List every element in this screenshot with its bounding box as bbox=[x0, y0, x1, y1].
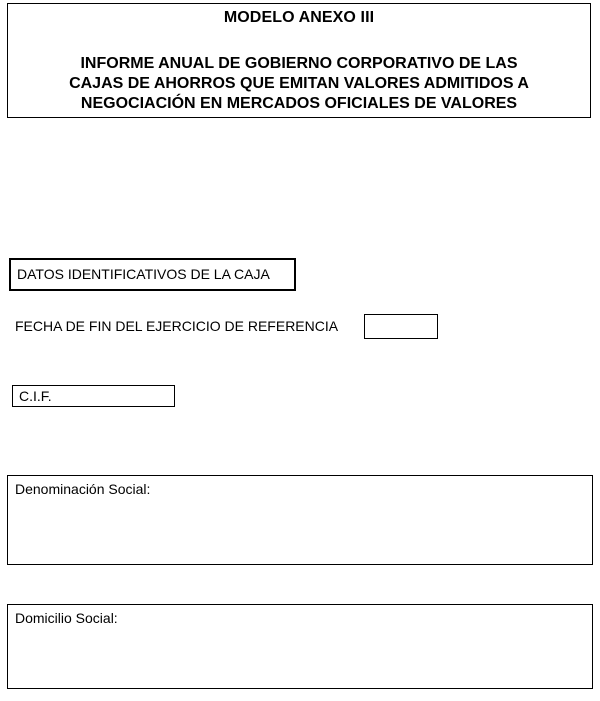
denominacion-social-label: Denominación Social: bbox=[15, 481, 151, 497]
denominacion-social-field[interactable] bbox=[7, 475, 593, 565]
domicilio-social-label: Domicilio Social: bbox=[15, 610, 118, 626]
fecha-fin-ejercicio-field[interactable] bbox=[364, 314, 438, 339]
header-box bbox=[7, 3, 591, 118]
cif-field[interactable] bbox=[12, 385, 175, 407]
subtitle-line: NEGOCIACIÓN EN MERCADOS OFICIALES DE VALORES bbox=[80, 95, 518, 112]
cif-label: C.I.F. bbox=[19, 388, 52, 404]
fecha-fin-ejercicio-label: FECHA DE FIN DEL EJERCICIO DE REFERENCIA bbox=[15, 318, 339, 334]
domicilio-social-field[interactable] bbox=[7, 604, 593, 689]
subtitle-line: CAJAS DE AHORROS QUE EMITAN VALORES ADMITIDOS A bbox=[69, 75, 529, 92]
subtitle-line: INFORME ANUAL DE GOBIERNO CORPORATIVO DE LAS bbox=[80, 55, 518, 72]
section-heading-datos-identificativos: DATOS IDENTIFICATIVOS DE LA CAJA bbox=[9, 258, 296, 291]
document-subtitle bbox=[8, 54, 590, 114]
document-title: MODELO ANEXO III bbox=[223, 9, 375, 26]
